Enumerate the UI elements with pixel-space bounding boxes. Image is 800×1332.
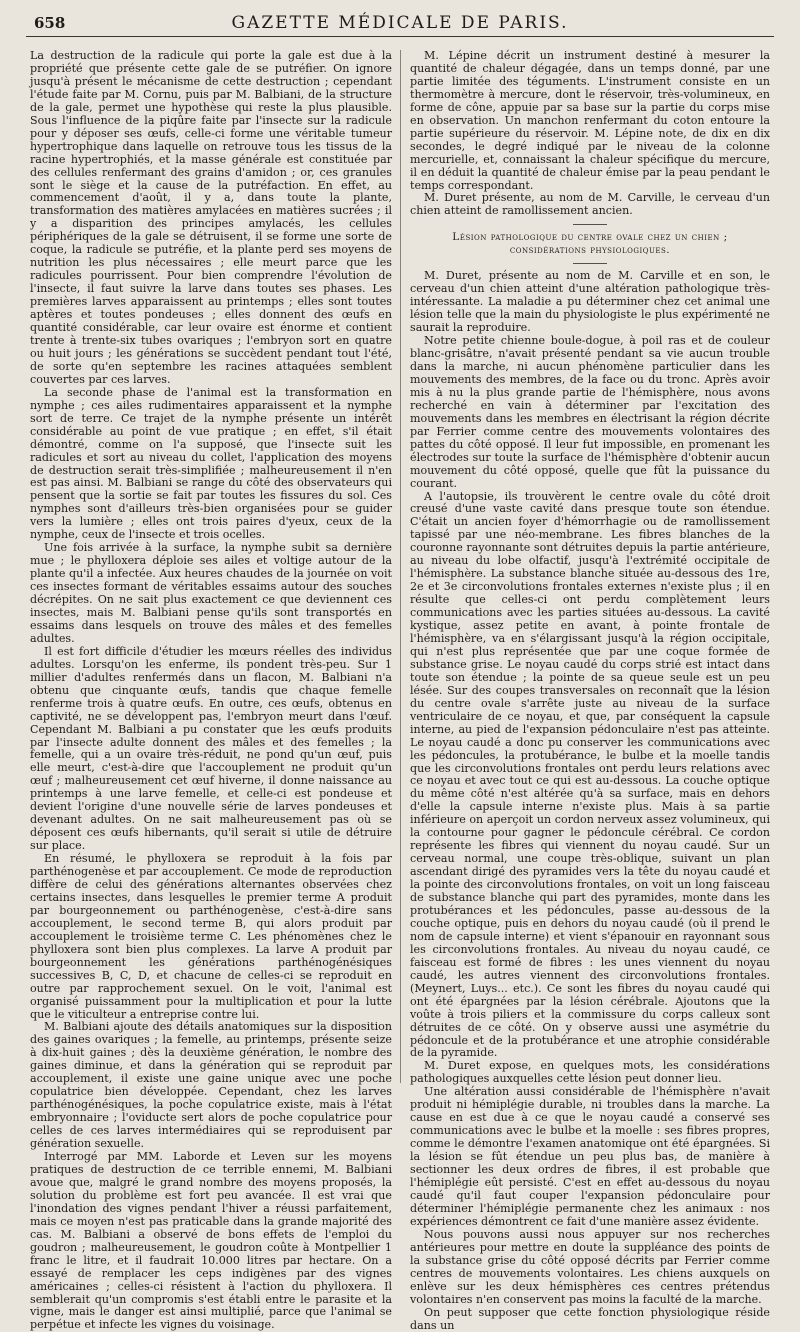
paragraph: Nous pouvons aussi nous appuyer sur nos recherches antérieures pour mettre en doute la suppléance des points de la substance grise du côté opposé décrits par Ferrier comme centres de mouvements volontaires. Les chiens auxquels on enlève sur les deux hémisphères ces centres prétendus volontaires n'en conservent pas moins la faculté de la marche.: [410, 1227, 770, 1306]
paragraph: En résumé, le phylloxera se reproduit à la fois par parthénogenèse et par accouplement. Ce mode de reproduction diffère de celui des générations alternantes observées chez certains insectes, dans lesquelles le premier terme A produit par bourgeonnement ou parthénogenèse, c'est-à-dire sans accouplement, le second terme B, qui alors produit par accouplement le troisième terme C. Les phénomènes chez le phylloxera sont bien plus complexes. La larve A produit par bourgeonnement les générations parthénogénésiques successives B, C, D, et chacune de celles-ci se reproduit en outre par rapprochement sexuel. On le voit, l'animal est organisé puissamment pour la multiplication et pour la lutte que le viticulteur a entreprise contre lui.: [30, 852, 392, 1021]
section-subheading: considérations physiologiques.: [509, 244, 671, 257]
page-number: 658: [34, 14, 66, 32]
paragraph: M. Duret, présente au nom de M. Carville et en son, le cerveau d'un chien atteint d'une altération pathologique très-intéressante. La maladie a pu déterminer chez cet animal une lésion telle que la main du physiologiste le plus expérimenté ne saurait la reproduire.: [410, 269, 770, 335]
section-heading: Lésion pathologique du centre ovale chez un chien ;: [452, 231, 728, 244]
paragraph: Il est fort difficile d'étudier les mœurs réelles des individus adultes. Lorsqu'on les enferme, ils pondent très-peu. Sur 1 millier d'adultes renfermés dans un flacon, M. Balbiani n'a obtenu que cinquante œufs, tandis que chaque femelle renferme trois à quatre œufs. En outre, ces œufs, obtenus en captivité, ne se développent pas, l'embryon meurt dans l'œuf. Cependant M. Balbiani a pu constater que les œufs produits par l'insecte adulte donnent des mâles et des femelles ; la femelle, qui a un ovaire très-réduit, ne pond qu'un œuf, puis elle meurt, c'est-à-dire que l'accouplement ne produit qu'un œuf ; malheureusement cet œuf hiverne, il donne naissance au printemps à une larve femelle, et celle-ci est pondeuse et devient l'origine d'une nouvelle série de larves pondeuses et devenant adultes. On ne sait malheureusement pas où se déposent ces œufs hibernants, qu'il serait si utile de détruire sur place.: [30, 644, 392, 853]
paragraph: La seconde phase de l'animal est la transformation en nymphe ; ces ailes rudimentaires apparaissent et la nymphe sort de terre. Ce trajet de la nymphe présente un intérêt considérable au point de vue pratique ; en effet, s'il était démontré, comme on l'a supposé, que l'insecte suit les radicules et sort au niveau du collet, l'application des moyens de destruction serait très-simplifiée ; malheureusement il n'en est pas ainsi. M. Balbiani se range du côté des observateurs qui pensent que la sortie se fait par toutes les fissures du sol. Ces nymphes sont d'ailleurs très-bien organisées pour se guider vers la lumière ; elles ont trois paires d'yeux, ceux de la nymphe, ceux de l'insecte et trois ocelles.: [30, 385, 392, 542]
paragraph: M. Duret expose, en quelques mots, les considérations pathologiques auxquelles cette lésion peut donner lieu.: [410, 1059, 770, 1086]
paragraph: Une altération aussi considérable de l'hémisphère n'avait produit ni hémiplégie durable, ni troubles dans la marche. La cause en est due à ce que le noyau caudé a conservé ses communications avec le bulbe et la moelle : ses fibres propres, comme le démontre l'examen anatomique ont été épargnées. Si la lésion se fût étendue un peu plus bas, de manière à sectionner les deux ordres de fibres, il est probable que l'hémiplégie eût persisté. C'est en effet au-dessous du noyau caudé qu'il faut couper l'expansion pédonculaire pour déterminer l'hémiplégie permanente chez les animaux : nos expériences démontrent ce fait d'une manière assez évidente.: [410, 1085, 770, 1228]
paragraph: A l'autopsie, ils trouvèrent le centre ovale du côté droit creusé d'une vaste cavité dans presque toute son étendue. C'était un ancien foyer d'hémorrhagie ou de ramollissement tapissé par une néo-membrane. Les fibres blanches de la couronne rayonnante sont détruites depuis la partie antérieure, au niveau du lobe olfactif, jusqu'à l'extrémité occipitale de l'hémisphère. La substance blanche située au-dessous des 1re, 2e et 3e circonvolutions frontales externes n'existe plus ; il en résulte que celles-ci ont perdu complètement leurs communications avec les parties situées au-dessous. La cavité kystique, assez petite en avant, à pointe frontale de l'hémisphère, va en s'élargissant jusqu'à la région occipitale, qui n'est plus représentée que par une coque formée de substance grise. Le noyau caudé du corps strié est intact dans toute son étendue ; la pointe de sa queue seule est un peu lésée. Sur des coupes transversales on reconnaît que la lésion du centre ovale s'arrête juste au niveau de la surface ventriculaire de ce noyau, et que, par conséquent la capsule interne, au pied de l'expansion pédonculaire n'est pas atteinte. Le noyau caudé a donc pu conserver les communications avec les pédoncules, la protubérance, le bulbe et la moelle tandis que les circonvolutions frontales ont perdu leurs relations avec ce noyau et avec tout ce qui est au-dessous. La couche optique du même côté n'est altérée qu'à sa surface, mais en dehors d'elle la capsule interne n'existe plus. Mais à sa partie inférieure on aperçoit un cordon nerveux assez volumineux, qui la contourne pour gagner le pédoncule cérébral. Ce cordon représente les fibres qui viennent du noyau caudé. Sur un cerveau normal, une coupe très-oblique, suivant un plan ascendant dirigé des pyramides vers la tête du noyau caudé et la pointe des circonvolutions frontales, on voit un long faisceau de substance blanche qui part des pyramides, monte dans les protubérances et les pédoncules, passe au-dessous de la couche optique, puis en dehors du noyau caudé (où il prend le nom de capsule interne) et vient s'épanouir en rayonnant sous les circonvolutions frontales. Au niveau du noyau caudé, ce faisceau est formé de fibres : les unes viennent du noyau caudé, les autres viennent des circonvolutions frontales. (Meynert, Luys... etc.). Ce sont les fibres du noyau caudé qui ont été épargnées par la lésion cérébrale. Ajoutons que la voûte à trois piliers et la commissure du corps calleux sont détruites de ce côté. On y observe aussi une asymétrie du pédoncule et de la protubérance et une atrophie considérable de la pyramide.: [410, 489, 770, 1060]
paragraph: Notre petite chienne boule-dogue, à poil ras et de couleur blanc-grisâtre, n'avait présenté pendant sa vie aucun trouble dans la marche, ni aucun phénomène particulier dans les mouvements des membres, de la face ou du tronc. Après avoir mis à nu la plus grande partie de l'hémisphère, nous avons recherché en vain à déterminer par l'excitation des mouvements dans les membres en électrisant la région décrite par Ferrier comme centre des mouvements volontaires des pattes du côté opposé. Il leur fut impossible, en promenant les électrodes sur toute la surface de l'hémisphère d'obtenir aucun mouvement du côté opposé, quelle que fût la puissance du courant.: [410, 334, 770, 490]
paragraph: M. Duret présente, au nom de M. Carville, le cerveau d'un chien atteint de ramollissement ancien.: [410, 191, 770, 218]
running-head: [26, 10, 774, 37]
right-column: [400, 49, 774, 1332]
paragraph: Interrogé par MM. Laborde et Leven sur les moyens pratiques de destruction de ce terrible ennemi, M. Balbiani avoue que, malgré le grand nombre des moyens proposés, la solution du problème est fort peu avancée. Il est vrai que l'inondation des vignes pendant l'hiver a réussi parfaitement, mais ce moyen n'est pas praticable dans la grande majorité des cas. M. Balbiani a observé de bons effets de l'emploi du goudron ; malheureusement, le goudron coûte à Montpellier 1 franc le litre, et il faudrait 10.000 litres par hectare. On a essayé de remplacer les ceps indigènes par des vignes américaines ; celles-ci résistent à l'action du phylloxera. Il semblerait qu'un compromis s'est établi entre le parasite et la vigne, mais le danger est ainsi multiplié, parce que l'animal se perpétue et infecte les vignes du voisinage.: [30, 1150, 392, 1332]
paragraph: M. Balbiani ajoute des détails anatomiques sur la disposition des gaines ovariques ; la femelle, au printemps, présente seize à dix-huit gaines ; dès la deuxième génération, le nombre des gaines diminue, et dans la génération qui se reproduit par accouplement, il existe une gaine unique avec une poche copulatrice bien développée. Cependant, chez les larves parthénogénésiques, la poche copulatrice existe, mais à l'état embryonnaire ; l'oviducte sert alors de poche copulatrice pour celles de ces larves intermédiaires qui se reproduisent par génération sexuelle.: [30, 1020, 392, 1151]
journal-title: GAZETTE MÉDICALE DE PARIS.: [231, 13, 569, 33]
paragraph: La destruction de la radicule qui porte la gale est due à la propriété que présente cette gale de se putréfier. On ignore jusqu'à présent le mécanisme de cette destruction ; cependant l'étude faite par M. Cornu, puis par M. Balbiani, de la structure de la gale, permet une hypothèse qui reste la plus plausible. Sous l'influence de la piqûre faite par l'insecte sur la radicule pour y déposer ses œufs, celle-ci forme une véritable tumeur hypertrophique dans laquelle on retrouve tous les tissus de la racine hypertrophiés, et la masse générale est constituée par des cellules renfermant des grains d'amidon ; or, ces granules sont le siège et la cause de la putréfaction. En effet, au commencement d'août, il y a, dans toute la plante, transformation des matières amylacées en matières sucrées ; il y a disparition des principes amylacés, les cellules périphériques de la gale se détruisent, il se forme une sorte de coque, la radicule se putréfie, et la plante perd ses moyens de nutrition les plus nécessaires ; elle meurt parce que les radicules pourrissent. Pour bien comprendre l'évolution de l'insecte, il faut suivre la larve dans toutes ses phases. Les premières larves apparaissent au printemps ; elles sont toutes aptères et toutes pondeuses ; elles donnent des œufs en quantité considérable, car leur ovaire est énorme et contient trente à trente-six tubes ovariques ; l'embryon sort en quatre ou huit jours ; les générations se succèdent pendant tout l'été, de sorte qu'en septembre les racines attaquées semblent couvertes par ces larves.: [30, 49, 392, 386]
paragraph: M. Lépine décrit un instrument destiné à mesurer la quantité de chaleur dégagée, dans un temps donné, par une partie limitée des téguments. L'instrument consiste en un thermomètre à mercure, dont le réservoir, très-volumineux, en forme de cône, appuie par sa base sur la partie du corps mise en observation. Un manchon renfermant du coton entoure la partie supérieure du réservoir. M. Lépine note, de dix en dix secondes, le degré indiqué par le niveau de la colonne mercurielle, et, connaissant la chaleur spécifique du mercure, il en déduit la quantité de chaleur émise par la peau pendant le temps correspondant.: [410, 49, 770, 192]
paragraph: Une fois arrivée à la surface, la nymphe subit sa dernière mue ; le phylloxera déploie ses ailes et voltige autour de la plante qu'il a infectée. Aux heures chaudes de la journée on voit ces insectes formant de véritables essaims autour des souches décrépites. On ne sait plus exactement ce que deviennent ces insectes, mais M. Balbiani pense qu'ils sont transportés en essaims dans lesquels on trouve des mâles et des femelles adultes.: [30, 541, 392, 645]
text-columns: [26, 49, 774, 1332]
section-rule: [573, 224, 607, 225]
left-column: [26, 49, 400, 1332]
section-rule: [573, 263, 607, 264]
paragraph: On peut supposer que cette fonction physiologique réside dans un: [410, 1305, 770, 1332]
